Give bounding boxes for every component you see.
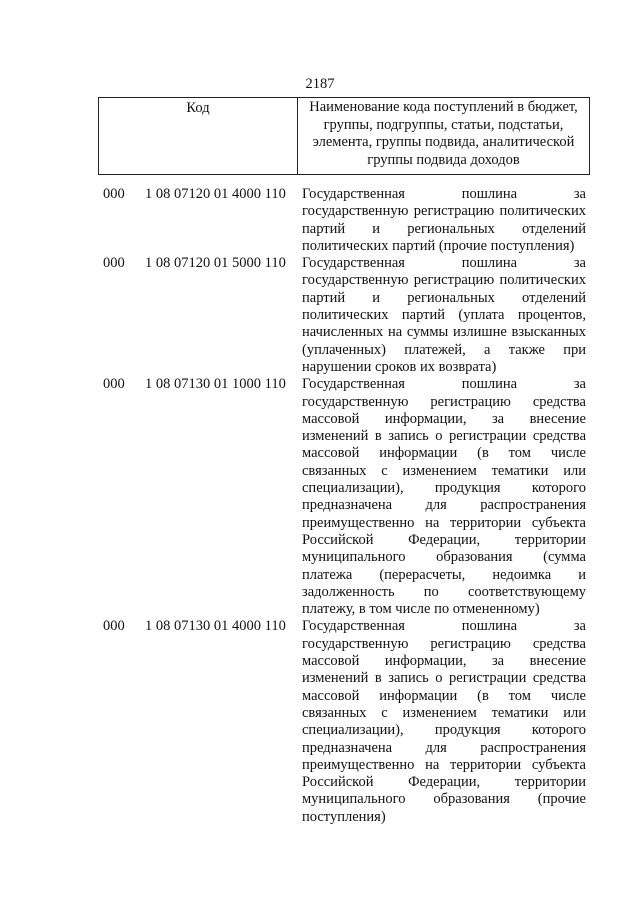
description-line: платежа (перерасчеты, недоимка и <box>302 566 586 583</box>
description-line: нарушении сроков их возврата) <box>302 358 497 375</box>
table-header <box>98 97 590 175</box>
description-line: Государственная пошлина за <box>302 255 586 272</box>
income-code: 1 08 07130 01 1000 110 <box>145 376 286 393</box>
description-line: муниципального образования (сумма <box>302 549 586 566</box>
description-line: партий и региональных отделений <box>302 289 586 306</box>
description-line: задолженность по соответствующему <box>302 583 586 600</box>
description-line: (уплаченных) платежей, а также при <box>302 341 586 358</box>
description-line: государственную регистрацию политических <box>302 272 586 289</box>
description-line: партий и региональных отделений <box>302 220 586 237</box>
description-line: Государственная пошлина за <box>302 618 586 635</box>
table-row <box>0 376 640 618</box>
page-number: 2187 <box>305 76 335 92</box>
income-code: 1 08 07130 01 4000 110 <box>145 618 286 635</box>
description-line: массовой информации, за внесение <box>302 653 586 670</box>
income-codes-list <box>0 186 640 826</box>
description-line: государственную регистрацию политических <box>302 203 586 220</box>
table-row <box>0 255 640 376</box>
description-line: массовой информации, за внесение <box>302 410 586 427</box>
description-line: изменений в запись о регистрации средства <box>302 670 586 687</box>
name-column-header: Наименование кода поступлений в бюджет, группы, подгруппы, статьи, подстатьи, элемента, группы подвида, аналитической группы подвида доходов <box>298 98 590 175</box>
income-code: 1 08 07120 01 4000 110 <box>145 186 286 202</box>
description-line: Государственная пошлина за <box>302 186 586 202</box>
income-code: 1 08 07120 01 5000 110 <box>145 255 286 272</box>
description-line: специализации), продукция которого <box>302 480 586 497</box>
description-line: Государственная пошлина за <box>302 376 586 393</box>
description-line: специализации), продукция которого <box>302 722 586 739</box>
description-line: поступления) <box>302 808 386 825</box>
admin-code: 000 <box>103 618 125 635</box>
description-line: преимущественно на территории субъекта <box>302 756 586 773</box>
income-code-description <box>302 186 586 255</box>
description-line: государственную регистрацию средства <box>302 635 586 652</box>
description-line: связанных с изменением тематики или <box>302 704 586 721</box>
description-line: политических партий (уплата процентов, <box>302 307 586 324</box>
description-line: Российской Федерации, территории <box>302 774 586 791</box>
description-line: преимущественно на территории субъекта <box>302 514 586 531</box>
description-line: политических партий (прочие поступления) <box>302 237 575 254</box>
description-line: начисленных на суммы излишне взысканных <box>302 324 586 341</box>
income-code-description <box>302 618 586 826</box>
description-line: предназначена для распространения <box>302 497 586 514</box>
description-line: массовой информации (в том числе <box>302 445 586 462</box>
admin-code: 000 <box>103 186 125 202</box>
description-line: изменений в запись о регистрации средства <box>302 428 586 445</box>
description-line: предназначена для распространения <box>302 739 586 756</box>
admin-code: 000 <box>103 376 125 393</box>
description-line: платежу, в том числе по отмененному) <box>302 601 540 618</box>
table-row <box>0 618 640 826</box>
description-line: Российской Федерации, территории <box>302 531 586 548</box>
description-line: связанных с изменением тематики или <box>302 462 586 479</box>
admin-code: 000 <box>103 255 125 272</box>
code-column-header: Код <box>99 98 298 175</box>
description-line: массовой информации (в том числе <box>302 687 586 704</box>
table-row <box>0 186 640 255</box>
income-code-description <box>302 255 586 376</box>
description-line: государственную регистрацию средства <box>302 393 586 410</box>
description-line: муниципального образования (прочие <box>302 791 586 808</box>
income-code-description <box>302 376 586 618</box>
